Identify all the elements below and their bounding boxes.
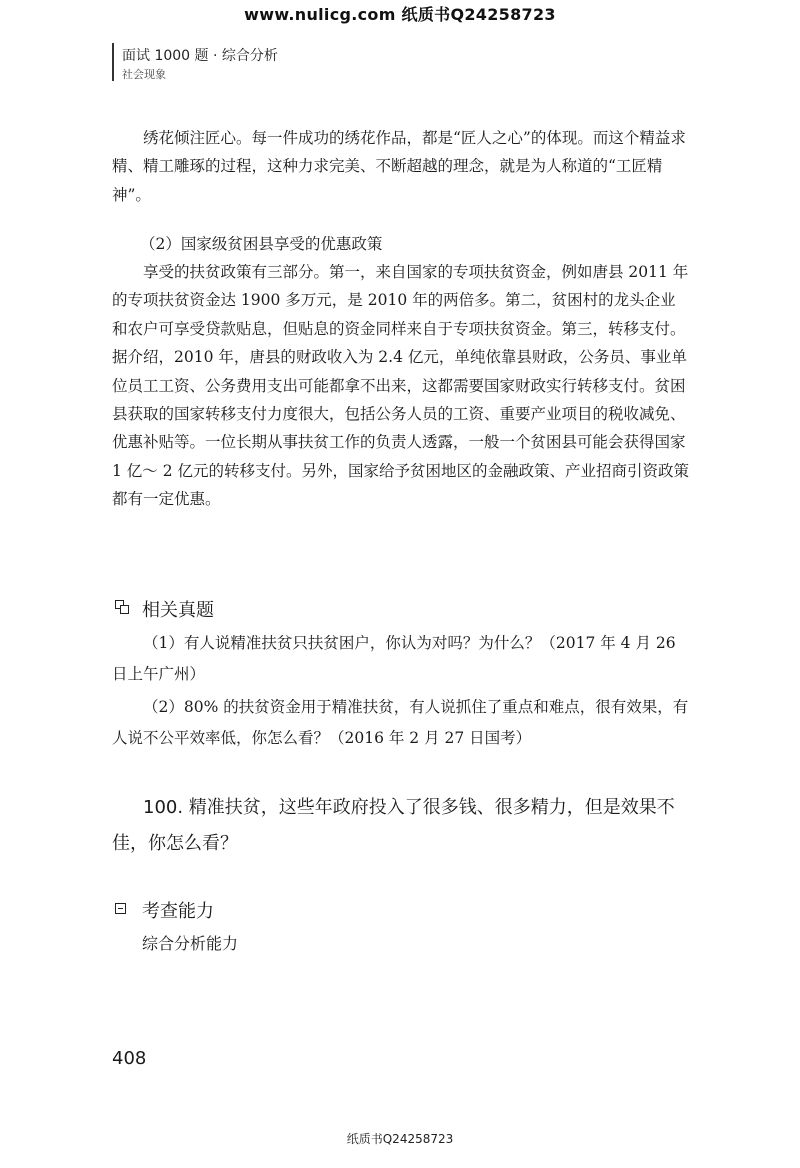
ability-icon	[115, 903, 126, 914]
question-100: 100. 精准扶贫，这些年政府投入了很多钱、很多精力，但是效果不佳，你怎么看？	[112, 797, 675, 854]
running-header-title: 面试 1000 题 · 综合分析	[122, 48, 278, 64]
header-rule	[112, 43, 114, 81]
related-question-2: （2）80% 的扶贫资金用于精准扶贫，有人说抓住了重点和难点，很有效果，有人说不公平效率低，你怎么看？（2016 年 2 月 27 日国考）	[112, 698, 689, 747]
running-header-subtitle: 社会现象	[122, 68, 166, 81]
subheading-preferential-policies: （2）国家级贫困县享受的优惠政策	[140, 235, 383, 253]
page-number: 408	[112, 1048, 147, 1069]
bottom-watermark: 纸质书Q24258723	[346, 1132, 454, 1146]
related-questions-icon	[115, 600, 129, 614]
ability-value: 综合分析能力	[142, 934, 239, 953]
related-question-1: （1）有人说精准扶贫只扶贫困户，你认为对吗？为什么？（2017 年 4 月 26 日上午广州）	[112, 634, 676, 683]
top-watermark: www.nulicg.com 纸质书Q24258723	[244, 5, 556, 24]
related-questions-title: 相关真题	[142, 600, 214, 621]
body-paragraph-1: 绣花倾注匠心。每一件成功的绣花作品，都是“匠人之心”的体现。而这个精益求精、精工雕琢的过程，这种力求完美、不断超越的理念，就是为人称道的“工匠精神”。	[112, 129, 686, 204]
ability-title: 考查能力	[142, 901, 214, 922]
body-paragraph-2: 享受的扶贫政策有三部分。第一，来自国家的专项扶贫资金，例如唐县 2011 年的专项扶贫资金达 1900 多万元，是 2010 年的两倍多。第二，贫困村的龙头企业和农户可享受贷款贴息，但贴息的资金同样来自于专项扶贫资金。第三，转移支付。据介绍，2010 年，唐县的财政收入为 2.4 亿元，单纯依靠县财政，公务员、事业单位员工工资、公务费用支出可能都拿不出来，这都需要国家财政实行转移支付。贫困县获取的国家转移支付力度很大，包括公务人员的工资、重要产业项目的税收减免、优惠补贴等。一位长期从事扶贫工作的负责人透露，一般一个贫困县可能会获得国家 1 亿～ 2 亿元的转移支付。另外，国家给予贫困地区的金融政策、产业招商引资政策都有一定优惠。	[112, 263, 690, 509]
